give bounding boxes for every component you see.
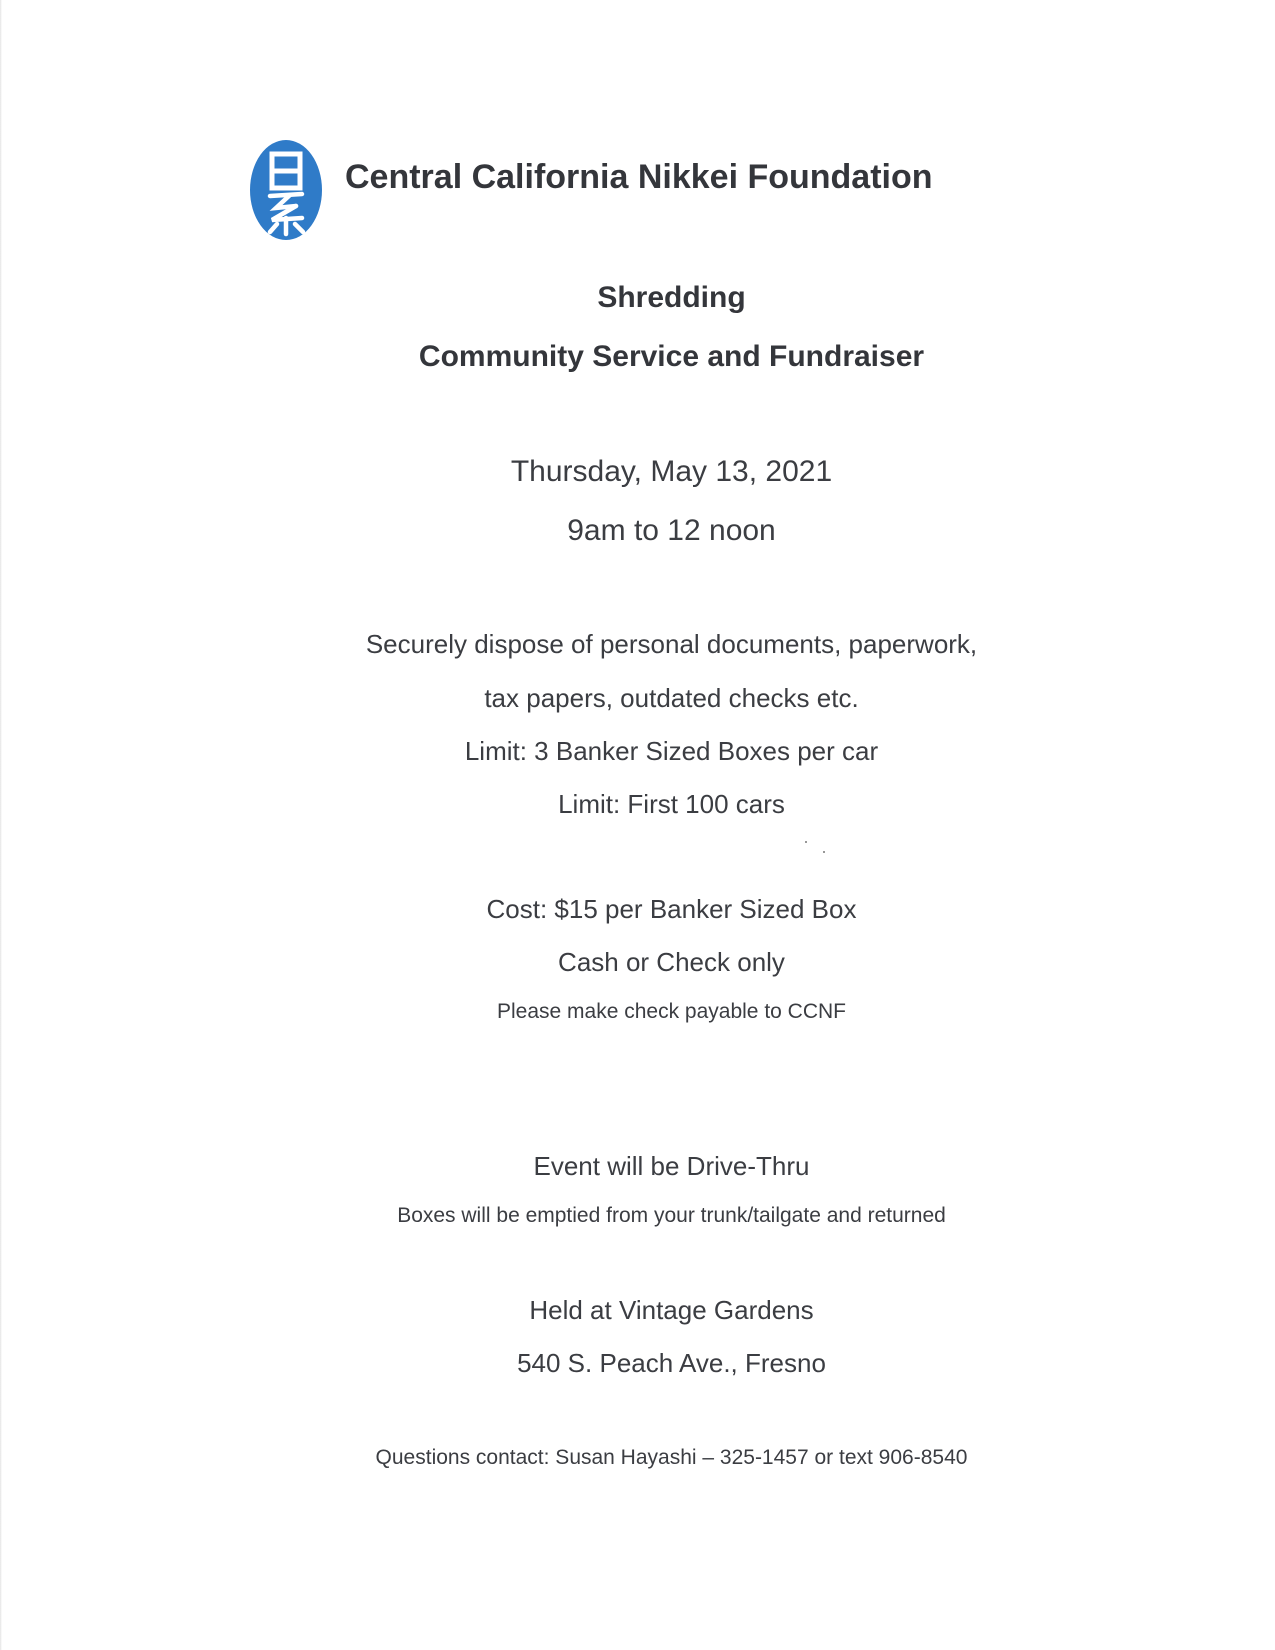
limit-cars: Limit: First 100 cars <box>558 789 785 819</box>
payment-method: Cash or Check only <box>558 947 785 977</box>
event-date: Thursday, May 13, 2021 <box>510 455 833 488</box>
description-line-1: Securely dispose of personal documents, paperwork, <box>365 629 978 659</box>
boxes-note: Boxes will be emptied from your trunk/tailgate and returned <box>397 1204 946 1227</box>
scan-specks <box>800 838 830 858</box>
scan-edge <box>0 0 2 1650</box>
contact-info: Questions contact: Susan Hayashi – 325-1457 or text 906-8540 <box>375 1446 968 1469</box>
nikkei-logo <box>250 140 322 240</box>
limit-boxes: Limit: 3 Banker Sized Boxes per car <box>464 736 879 766</box>
nikkei-kanji-icon <box>250 140 322 240</box>
event-time: 9am to 12 noon <box>567 514 776 547</box>
venue: Held at Vintage Gardens <box>529 1295 814 1325</box>
cost: Cost: $15 per Banker Sized Box <box>486 894 857 924</box>
organization-name: Central California Nikkei Foundation <box>345 158 933 196</box>
description-line-2: tax papers, outdated checks etc. <box>484 683 859 713</box>
payable-note: Please make check payable to CCNF <box>497 1000 846 1023</box>
drive-thru-note: Event will be Drive-Thru <box>533 1151 810 1181</box>
event-title: Shredding <box>597 281 746 314</box>
address: 540 S. Peach Ave., Fresno <box>517 1348 826 1378</box>
event-subtitle: Community Service and Fundraiser <box>418 340 925 373</box>
